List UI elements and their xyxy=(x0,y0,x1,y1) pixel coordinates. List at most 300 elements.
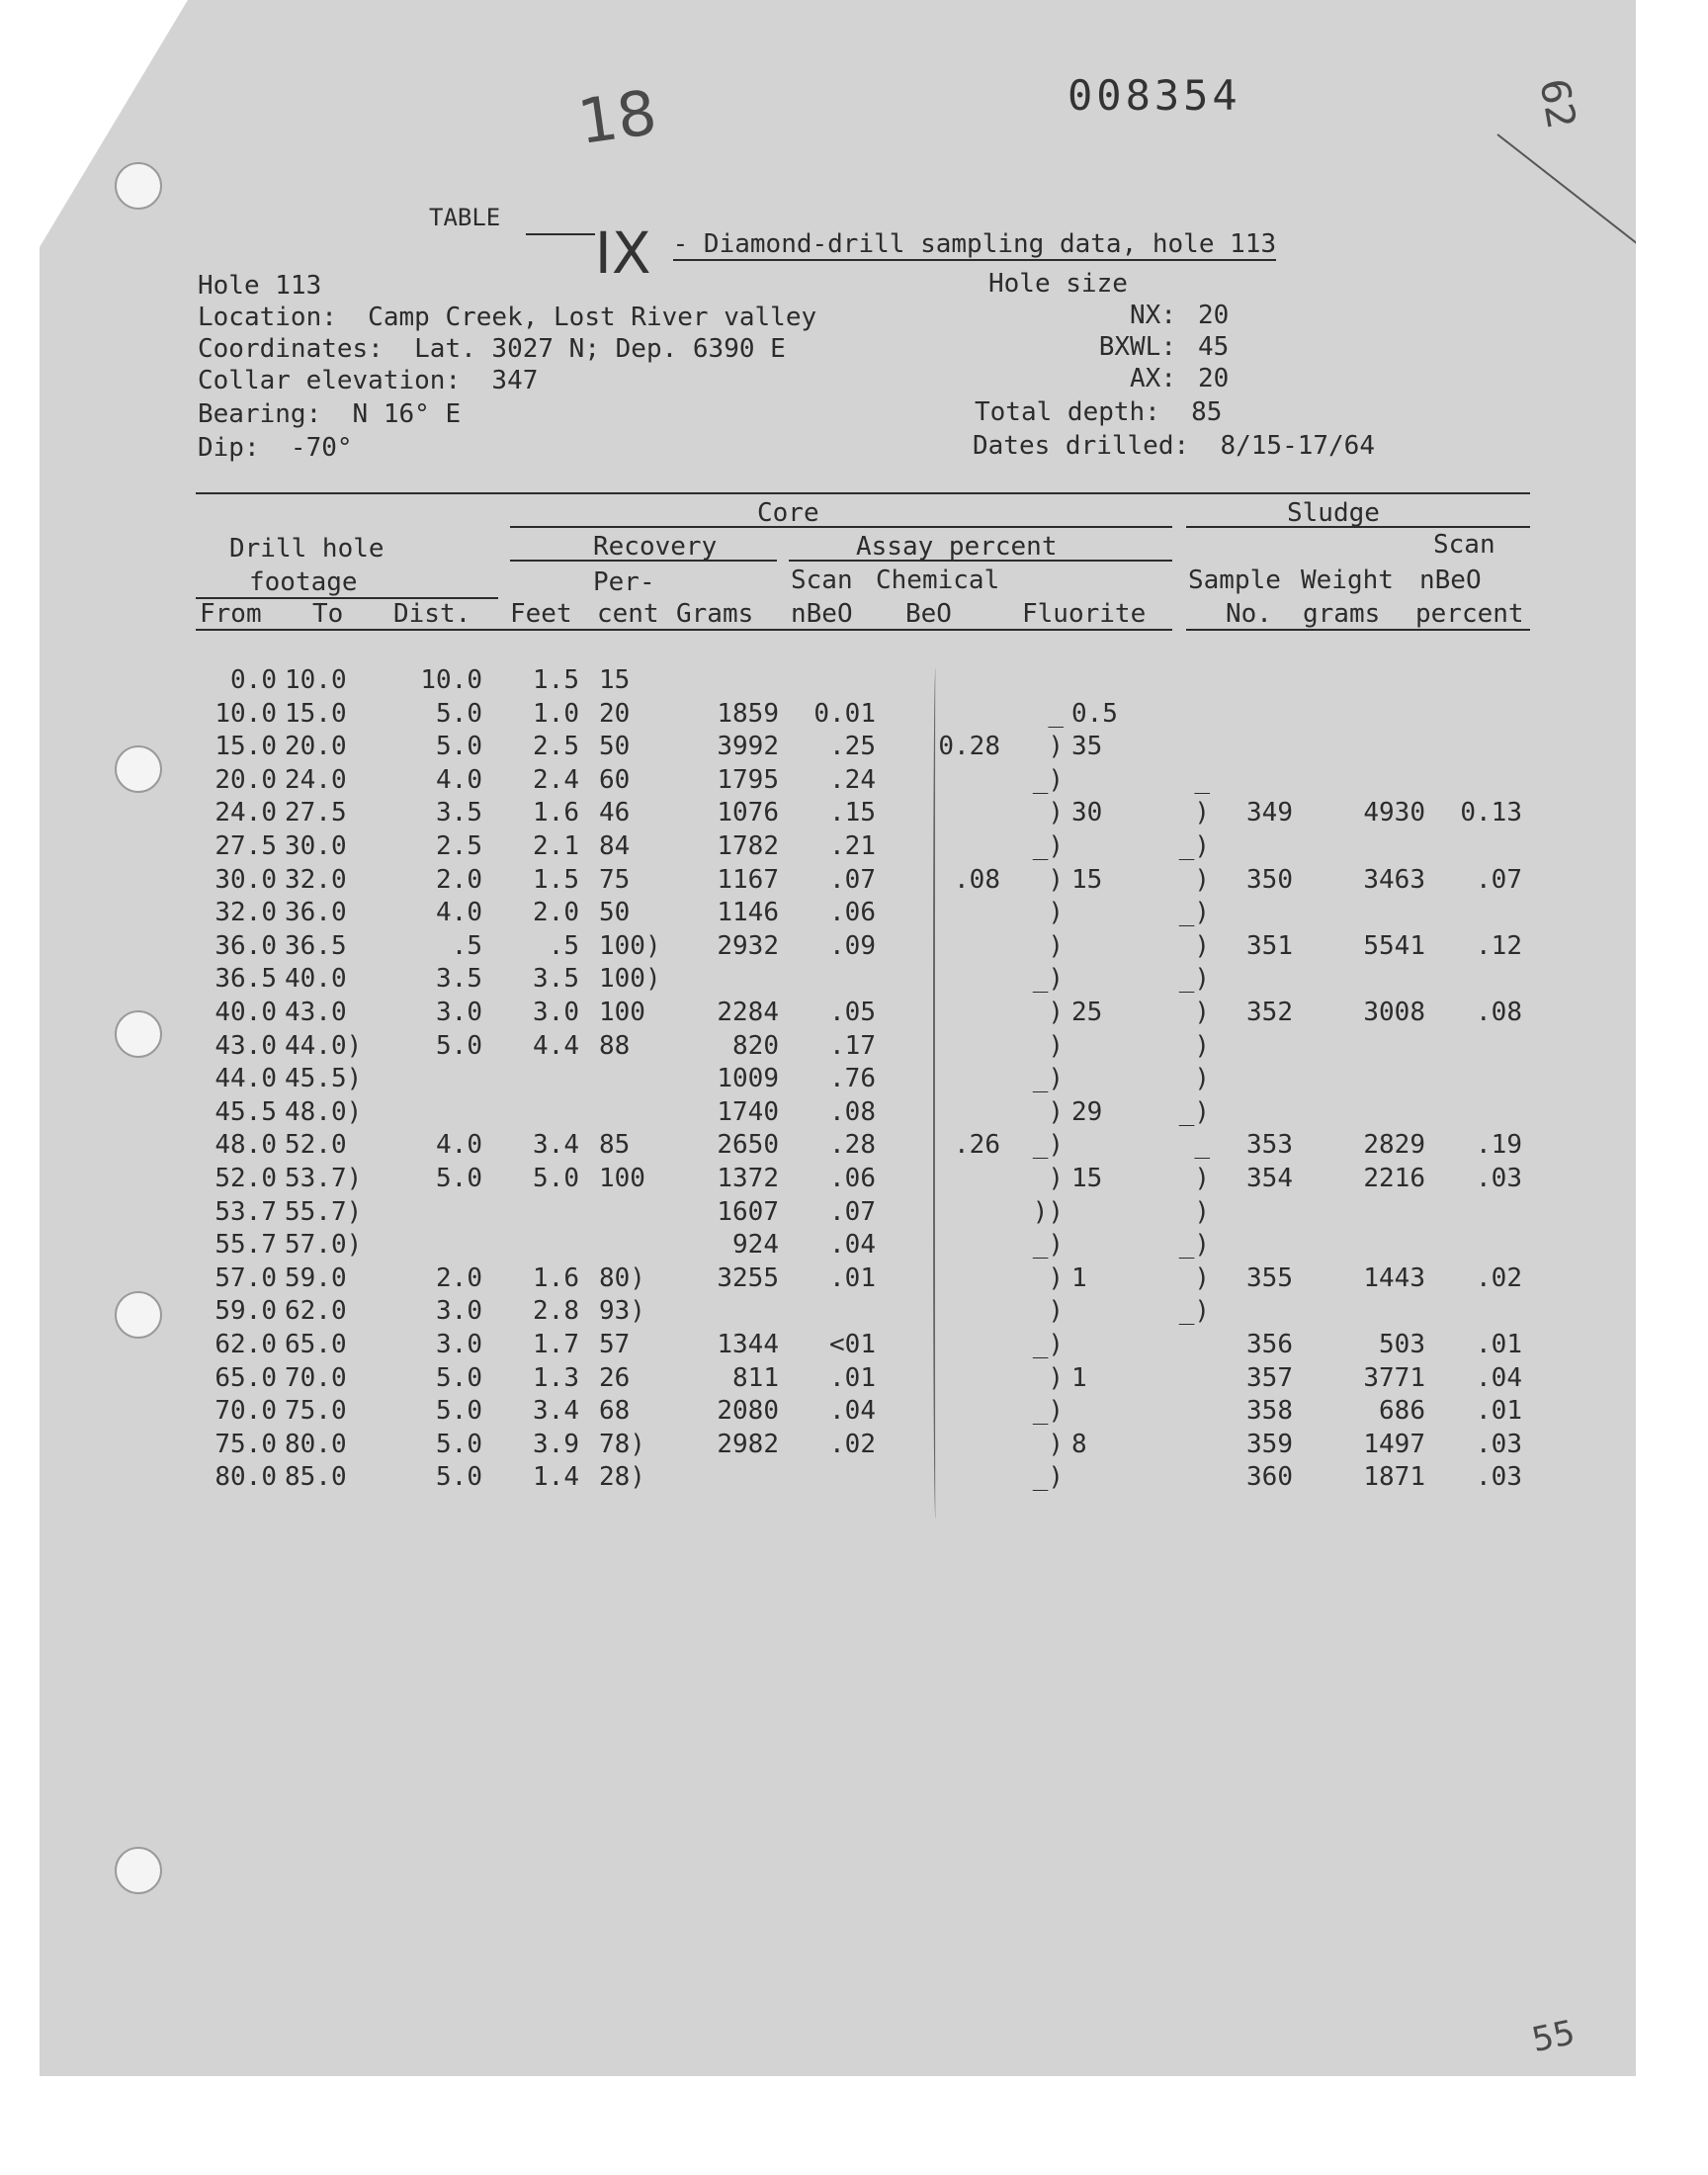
cell-grams: 2932 xyxy=(717,931,779,961)
folded-corner xyxy=(40,0,188,247)
header-sludge-nbeo: nBeO xyxy=(1419,566,1482,595)
cell-weight: 3771 xyxy=(1363,1363,1425,1393)
cell-grams: 1076 xyxy=(717,798,779,827)
cell-fl: _) xyxy=(1032,831,1064,861)
cell-from: 52.0 xyxy=(214,1164,277,1193)
cell-snbeo: .02 xyxy=(1476,1263,1522,1293)
cell-to: 52.0 xyxy=(285,1130,347,1160)
punch-hole-3 xyxy=(115,1010,162,1058)
cell-dist: .5 xyxy=(451,931,482,961)
cell-chem: .08 xyxy=(954,865,1000,895)
cell-sl: ) xyxy=(1194,998,1210,1027)
cell-to: 40.0 xyxy=(285,964,347,994)
cell-fl: ) xyxy=(1048,798,1064,827)
cell-dist: 5.0 xyxy=(436,732,482,761)
cell-from: 48.0 xyxy=(214,1130,277,1160)
struck-table-number: IX xyxy=(594,219,651,287)
cell-to: 85.0 xyxy=(285,1462,347,1492)
cell-snbeo: .08 xyxy=(1476,998,1522,1027)
cell-grams: 1372 xyxy=(717,1164,779,1193)
cell-pct: 100) xyxy=(599,964,661,994)
cell-scan: .01 xyxy=(829,1263,876,1293)
cell-from: 53.7 xyxy=(214,1197,277,1227)
cell-scan: .76 xyxy=(829,1064,876,1093)
header-to: To xyxy=(312,599,344,629)
cell-fl: ) xyxy=(1048,1296,1064,1326)
cell-to: 53.7) xyxy=(285,1164,363,1193)
cell-weight: 2829 xyxy=(1363,1130,1425,1160)
cell-weight: 686 xyxy=(1379,1396,1425,1426)
cell-grams: 924 xyxy=(732,1230,779,1260)
bearing: Bearing: N 16° E xyxy=(198,399,462,429)
cell-scan: .15 xyxy=(829,798,876,827)
cell-feet: 1.7 xyxy=(533,1330,579,1359)
cell-fl: _) xyxy=(1032,1330,1064,1359)
cell-grams: 1146 xyxy=(717,898,779,927)
cell-sl: ) xyxy=(1194,798,1210,827)
cell-fluor: 35 xyxy=(1071,732,1103,761)
cell-sl: ) xyxy=(1194,1031,1210,1061)
cell-to: 36.0 xyxy=(285,898,347,927)
cell-to: 62.0 xyxy=(285,1296,347,1326)
cell-from: 10.0 xyxy=(214,699,277,729)
cell-to: 48.0) xyxy=(285,1097,363,1127)
cell-to: 65.0 xyxy=(285,1330,347,1359)
cell-scan: .05 xyxy=(829,998,876,1027)
cell-feet: 2.1 xyxy=(533,831,579,861)
cell-scan: 0.01 xyxy=(813,699,876,729)
cell-to: 36.5 xyxy=(285,931,347,961)
header-chemical: Chemical xyxy=(876,566,1000,595)
cell-from: 70.0 xyxy=(214,1396,277,1426)
cell-feet: 1.6 xyxy=(533,1263,579,1293)
cell-grams: 1859 xyxy=(717,699,779,729)
cell-to: 70.0 xyxy=(285,1363,347,1393)
cell-sample: 349 xyxy=(1246,798,1293,827)
cell-feet: 5.0 xyxy=(533,1164,579,1193)
cell-snbeo: .01 xyxy=(1476,1330,1522,1359)
cell-sample: 360 xyxy=(1246,1462,1293,1492)
cell-to: 44.0) xyxy=(285,1031,363,1061)
cell-to: 24.0 xyxy=(285,765,347,795)
cell-pct: 88 xyxy=(599,1031,631,1061)
cell-dist: 10.0 xyxy=(420,665,482,695)
cell-sl: _) xyxy=(1178,1296,1210,1326)
cell-sl: ) xyxy=(1194,931,1210,961)
cell-pct: 50 xyxy=(599,732,631,761)
cell-grams: 811 xyxy=(732,1363,779,1393)
cell-sl: _) xyxy=(1178,1230,1210,1260)
cell-fl: _) xyxy=(1032,1462,1064,1492)
cell-fl: _ xyxy=(1048,699,1064,729)
cell-from: 27.5 xyxy=(214,831,277,861)
cell-pct: 75 xyxy=(599,865,631,895)
cell-from: 80.0 xyxy=(214,1462,277,1492)
header-sludge: Sludge xyxy=(1287,498,1380,528)
cell-scan: .25 xyxy=(829,732,876,761)
cell-from: 32.0 xyxy=(214,898,277,927)
table-number-underline xyxy=(526,233,595,235)
cell-fluor: 1 xyxy=(1071,1263,1087,1293)
cell-pct: 100 xyxy=(599,998,645,1027)
punch-hole-4 xyxy=(115,1291,162,1339)
size-bxwl-value: 45 xyxy=(1198,332,1230,362)
cell-sl: _) xyxy=(1178,964,1210,994)
cell-scan: .09 xyxy=(829,931,876,961)
cell-pct: 93) xyxy=(599,1296,645,1326)
header-bottom-rule-left xyxy=(196,629,1172,631)
header-from: From xyxy=(200,599,262,629)
cell-weight: 5541 xyxy=(1363,931,1425,961)
cell-feet: 3.9 xyxy=(533,1430,579,1459)
cell-from: 30.0 xyxy=(214,865,277,895)
cell-feet: 2.8 xyxy=(533,1296,579,1326)
header-drill-hole: Drill hole xyxy=(229,534,384,564)
cell-dist: 5.0 xyxy=(436,1164,482,1193)
cell-sl: _ xyxy=(1194,1130,1210,1160)
cell-dist: 5.0 xyxy=(436,1363,482,1393)
cell-sample: 353 xyxy=(1246,1130,1293,1160)
cell-weight: 3463 xyxy=(1363,865,1425,895)
cell-sl: _) xyxy=(1178,831,1210,861)
coordinates: Coordinates: Lat. 3027 N; Dep. 6390 E xyxy=(198,334,786,364)
cell-pct: 50 xyxy=(599,898,631,927)
header-weight: Weight xyxy=(1301,566,1394,595)
cell-fluor: 0.5 xyxy=(1071,699,1118,729)
cell-from: 59.0 xyxy=(214,1296,277,1326)
cell-snbeo: .07 xyxy=(1476,865,1522,895)
cell-fluor: 25 xyxy=(1071,998,1103,1027)
cell-fl: _) xyxy=(1032,1064,1064,1093)
table-top-rule xyxy=(196,492,1530,494)
cell-scan: .08 xyxy=(829,1097,876,1127)
cell-from: 62.0 xyxy=(214,1330,277,1359)
cell-fluor: 29 xyxy=(1071,1097,1103,1127)
cell-pct: 68 xyxy=(599,1396,631,1426)
cell-snbeo: .03 xyxy=(1476,1430,1522,1459)
cell-dist: 3.5 xyxy=(436,964,482,994)
cell-dist: 4.0 xyxy=(436,1130,482,1160)
header-sample: Sample xyxy=(1188,566,1281,595)
dip: Dip: -70° xyxy=(198,433,353,463)
cell-grams: 3255 xyxy=(717,1263,779,1293)
cell-sl: _) xyxy=(1178,898,1210,927)
page-number: 55 xyxy=(1528,2012,1579,2061)
cell-pct: 78) xyxy=(599,1430,645,1459)
hole-id: Hole 113 xyxy=(198,271,322,301)
cell-feet: 1.0 xyxy=(533,699,579,729)
cell-snbeo: .01 xyxy=(1476,1396,1522,1426)
size-ax-label: AX: xyxy=(1130,364,1176,393)
cell-grams: 1740 xyxy=(717,1097,779,1127)
cell-to: 75.0 xyxy=(285,1396,347,1426)
document-number: 008354 xyxy=(1068,71,1241,120)
cell-fl: ) xyxy=(1048,732,1064,761)
cell-sample: 355 xyxy=(1246,1263,1293,1293)
size-ax-value: 20 xyxy=(1198,364,1230,393)
header-beo: BeO xyxy=(905,599,952,629)
document-page xyxy=(40,0,1636,2076)
header-fluorite: Fluorite xyxy=(1022,599,1147,629)
size-nx-value: 20 xyxy=(1198,301,1230,330)
cell-dist: 5.0 xyxy=(436,1396,482,1426)
cell-weight: 2216 xyxy=(1363,1164,1425,1193)
cell-dist: 3.0 xyxy=(436,1296,482,1326)
cell-scan: .24 xyxy=(829,765,876,795)
cell-sl: ) xyxy=(1194,1164,1210,1193)
total-depth: Total depth: 85 xyxy=(975,397,1223,427)
cell-fl: ) xyxy=(1048,1363,1064,1393)
hole-size-label: Hole size xyxy=(988,269,1128,299)
cell-from: 36.0 xyxy=(214,931,277,961)
cell-pct: 100) xyxy=(599,931,661,961)
cell-dist: 5.0 xyxy=(436,1430,482,1459)
punch-hole-1 xyxy=(115,162,162,210)
cell-from: 36.5 xyxy=(214,964,277,994)
cell-feet: .5 xyxy=(548,931,579,961)
cell-fl: _) xyxy=(1032,1396,1064,1426)
cell-fluor: 15 xyxy=(1071,865,1103,895)
header-recovery: Recovery xyxy=(593,532,718,562)
cell-to: 43.0 xyxy=(285,998,347,1027)
cell-fluor: 1 xyxy=(1071,1363,1087,1393)
cell-snbeo: .12 xyxy=(1476,931,1522,961)
cell-feet: 1.6 xyxy=(533,798,579,827)
cell-scan: .07 xyxy=(829,865,876,895)
cell-pct: 57 xyxy=(599,1330,631,1359)
cell-fl: ) xyxy=(1048,1097,1064,1127)
cell-dist: 5.0 xyxy=(436,1031,482,1061)
cell-grams: 1782 xyxy=(717,831,779,861)
cell-fl: _) xyxy=(1032,1230,1064,1260)
cell-chem: 0.28 xyxy=(938,732,1000,761)
cell-snbeo: .03 xyxy=(1476,1164,1522,1193)
cell-to: 80.0 xyxy=(285,1430,347,1459)
cell-sample: 357 xyxy=(1246,1363,1293,1393)
header-assay-percent: Assay percent xyxy=(856,532,1058,562)
cell-dist: 4.0 xyxy=(436,765,482,795)
cell-chem: .26 xyxy=(954,1130,1000,1160)
cell-weight: 1497 xyxy=(1363,1430,1425,1459)
cell-dist: 2.0 xyxy=(436,865,482,895)
cell-feet: 4.4 xyxy=(533,1031,579,1061)
cell-weight: 1443 xyxy=(1363,1263,1425,1293)
cell-sl: ) xyxy=(1194,1263,1210,1293)
cell-grams: 1167 xyxy=(717,865,779,895)
cell-to: 45.5) xyxy=(285,1064,363,1093)
header-weight-grams: grams xyxy=(1303,599,1381,629)
header-no: No. xyxy=(1226,599,1272,629)
cell-weight: 3008 xyxy=(1363,998,1425,1027)
cell-sample: 356 xyxy=(1246,1330,1293,1359)
cell-feet: 3.5 xyxy=(533,964,579,994)
cell-fl: ) xyxy=(1048,1164,1064,1193)
cell-pct: 100 xyxy=(599,1164,645,1193)
cell-dist: 4.0 xyxy=(436,898,482,927)
cell-grams: 2080 xyxy=(717,1396,779,1426)
header-nbeo: nBeO xyxy=(791,599,853,629)
cell-sample: 351 xyxy=(1246,931,1293,961)
cell-snbeo: .04 xyxy=(1476,1363,1522,1393)
cell-snbeo: .19 xyxy=(1476,1130,1522,1160)
header-cent: cent xyxy=(597,599,659,629)
cell-grams: 1344 xyxy=(717,1330,779,1359)
cell-to: 27.5 xyxy=(285,798,347,827)
cell-pct: 15 xyxy=(599,665,631,695)
cell-fl: ) xyxy=(1048,1031,1064,1061)
table-title: - Diamond-drill sampling data, hole 113 xyxy=(672,229,1277,259)
cell-fl: ) xyxy=(1048,1430,1064,1459)
cell-snbeo: .03 xyxy=(1476,1462,1522,1492)
cell-dist: 2.0 xyxy=(436,1263,482,1293)
cell-grams: 2650 xyxy=(717,1130,779,1160)
cell-to: 30.0 xyxy=(285,831,347,861)
cell-pct: 28) xyxy=(599,1462,645,1492)
cell-to: 10.0 xyxy=(285,665,347,695)
header-footage: footage xyxy=(249,567,358,597)
cell-grams: 1009 xyxy=(717,1064,779,1093)
cell-sl: _ xyxy=(1194,765,1210,795)
header-feet: Feet xyxy=(510,599,572,629)
header-core: Core xyxy=(757,498,819,528)
cell-from: 65.0 xyxy=(214,1363,277,1393)
header-bottom-rule-right xyxy=(1186,629,1530,631)
cell-fl: ) xyxy=(1048,1263,1064,1293)
cell-from: 0.0 xyxy=(230,665,277,695)
punch-hole-5 xyxy=(115,1847,162,1894)
cell-sample: 354 xyxy=(1246,1164,1293,1193)
cell-snbeo: 0.13 xyxy=(1460,798,1522,827)
cell-feet: 1.3 xyxy=(533,1363,579,1393)
cell-dist: 3.0 xyxy=(436,1330,482,1359)
cell-from: 20.0 xyxy=(214,765,277,795)
punch-hole-2 xyxy=(115,745,162,793)
cell-from: 55.7 xyxy=(214,1230,277,1260)
cell-pct: 46 xyxy=(599,798,631,827)
cell-to: 55.7) xyxy=(285,1197,363,1227)
cell-pct: 26 xyxy=(599,1363,631,1393)
cell-feet: 2.0 xyxy=(533,898,579,927)
cell-from: 40.0 xyxy=(214,998,277,1027)
cell-fl: ) xyxy=(1048,865,1064,895)
cell-scan: .07 xyxy=(829,1197,876,1227)
cell-from: 43.0 xyxy=(214,1031,277,1061)
cell-fluor: 15 xyxy=(1071,1164,1103,1193)
header-grams: Grams xyxy=(676,599,754,629)
cell-weight: 1871 xyxy=(1363,1462,1425,1492)
cell-fl: )) xyxy=(1032,1197,1064,1227)
cell-grams: 2982 xyxy=(717,1430,779,1459)
cell-fl: ) xyxy=(1048,898,1064,927)
cell-from: 24.0 xyxy=(214,798,277,827)
cell-grams: 2284 xyxy=(717,998,779,1027)
cell-to: 15.0 xyxy=(285,699,347,729)
cell-scan: .01 xyxy=(829,1363,876,1393)
dates-drilled: Dates drilled: 8/15-17/64 xyxy=(973,431,1375,461)
cell-feet: 2.5 xyxy=(533,732,579,761)
cell-grams: 1795 xyxy=(717,765,779,795)
cell-scan: .04 xyxy=(829,1396,876,1426)
cell-scan: .02 xyxy=(829,1430,876,1459)
cell-fl: _) xyxy=(1032,964,1064,994)
cell-weight: 503 xyxy=(1379,1330,1425,1359)
cell-sl: ) xyxy=(1194,1064,1210,1093)
cell-from: 45.5 xyxy=(214,1097,277,1127)
cell-sl: ) xyxy=(1194,1197,1210,1227)
cell-scan: .17 xyxy=(829,1031,876,1061)
cell-fl: _) xyxy=(1032,1130,1064,1160)
cell-weight: 4930 xyxy=(1363,798,1425,827)
cell-from: 57.0 xyxy=(214,1263,277,1293)
cell-dist: 2.5 xyxy=(436,831,482,861)
cell-pct: 60 xyxy=(599,765,631,795)
header-sludge-scan: Scan xyxy=(1433,530,1495,560)
cell-to: 20.0 xyxy=(285,732,347,761)
cell-feet: 1.5 xyxy=(533,665,579,695)
cell-fl: ) xyxy=(1048,931,1064,961)
location: Location: Camp Creek, Lost River valley xyxy=(198,303,817,332)
header-percent: percent xyxy=(1415,599,1524,629)
cell-grams: 3992 xyxy=(717,732,779,761)
cell-dist: 3.0 xyxy=(436,998,482,1027)
cell-grams: 1607 xyxy=(717,1197,779,1227)
cell-feet: 3.0 xyxy=(533,998,579,1027)
cell-pct: 84 xyxy=(599,831,631,861)
cell-dist: 3.5 xyxy=(436,798,482,827)
cell-feet: 3.4 xyxy=(533,1130,579,1160)
cell-feet: 2.4 xyxy=(533,765,579,795)
cell-pct: 85 xyxy=(599,1130,631,1160)
cell-pct: 20 xyxy=(599,699,631,729)
size-nx-label: NX: xyxy=(1130,301,1176,330)
cell-fl: _) xyxy=(1032,765,1064,795)
cell-dist: 5.0 xyxy=(436,699,482,729)
cell-grams: 820 xyxy=(732,1031,779,1061)
cell-fl: ) xyxy=(1048,998,1064,1027)
cell-from: 44.0 xyxy=(214,1064,277,1093)
cell-sample: 358 xyxy=(1246,1396,1293,1426)
cell-to: 57.0) xyxy=(285,1230,363,1260)
cell-feet: 1.5 xyxy=(533,865,579,895)
cell-to: 59.0 xyxy=(285,1263,347,1293)
cell-scan: .28 xyxy=(829,1130,876,1160)
cell-from: 15.0 xyxy=(214,732,277,761)
header-dist: Dist. xyxy=(393,599,471,629)
cell-dist: 5.0 xyxy=(436,1462,482,1492)
cell-scan: .06 xyxy=(829,1164,876,1193)
cell-sl: ) xyxy=(1194,865,1210,895)
cell-from: 75.0 xyxy=(214,1430,277,1459)
corner-mark: 62 xyxy=(1530,74,1584,133)
cell-sample: 350 xyxy=(1246,865,1293,895)
cell-feet: 3.4 xyxy=(533,1396,579,1426)
cell-sample: 352 xyxy=(1246,998,1293,1027)
cell-sl: _) xyxy=(1178,1097,1210,1127)
core-rule xyxy=(510,526,1172,528)
cell-to: 32.0 xyxy=(285,865,347,895)
cell-pct: 80) xyxy=(599,1263,645,1293)
cell-scan: .06 xyxy=(829,898,876,927)
handwritten-table-number: 18 xyxy=(573,75,661,159)
header-scan: Scan xyxy=(791,566,853,595)
cell-scan: <01 xyxy=(829,1330,876,1359)
collar-elevation: Collar elevation: 347 xyxy=(198,366,539,395)
cell-fluor: 30 xyxy=(1071,798,1103,827)
corner-slash xyxy=(1496,133,1636,247)
cell-feet: 1.4 xyxy=(533,1462,579,1492)
cell-sample: 359 xyxy=(1246,1430,1293,1459)
cell-fluor: 8 xyxy=(1071,1430,1087,1459)
